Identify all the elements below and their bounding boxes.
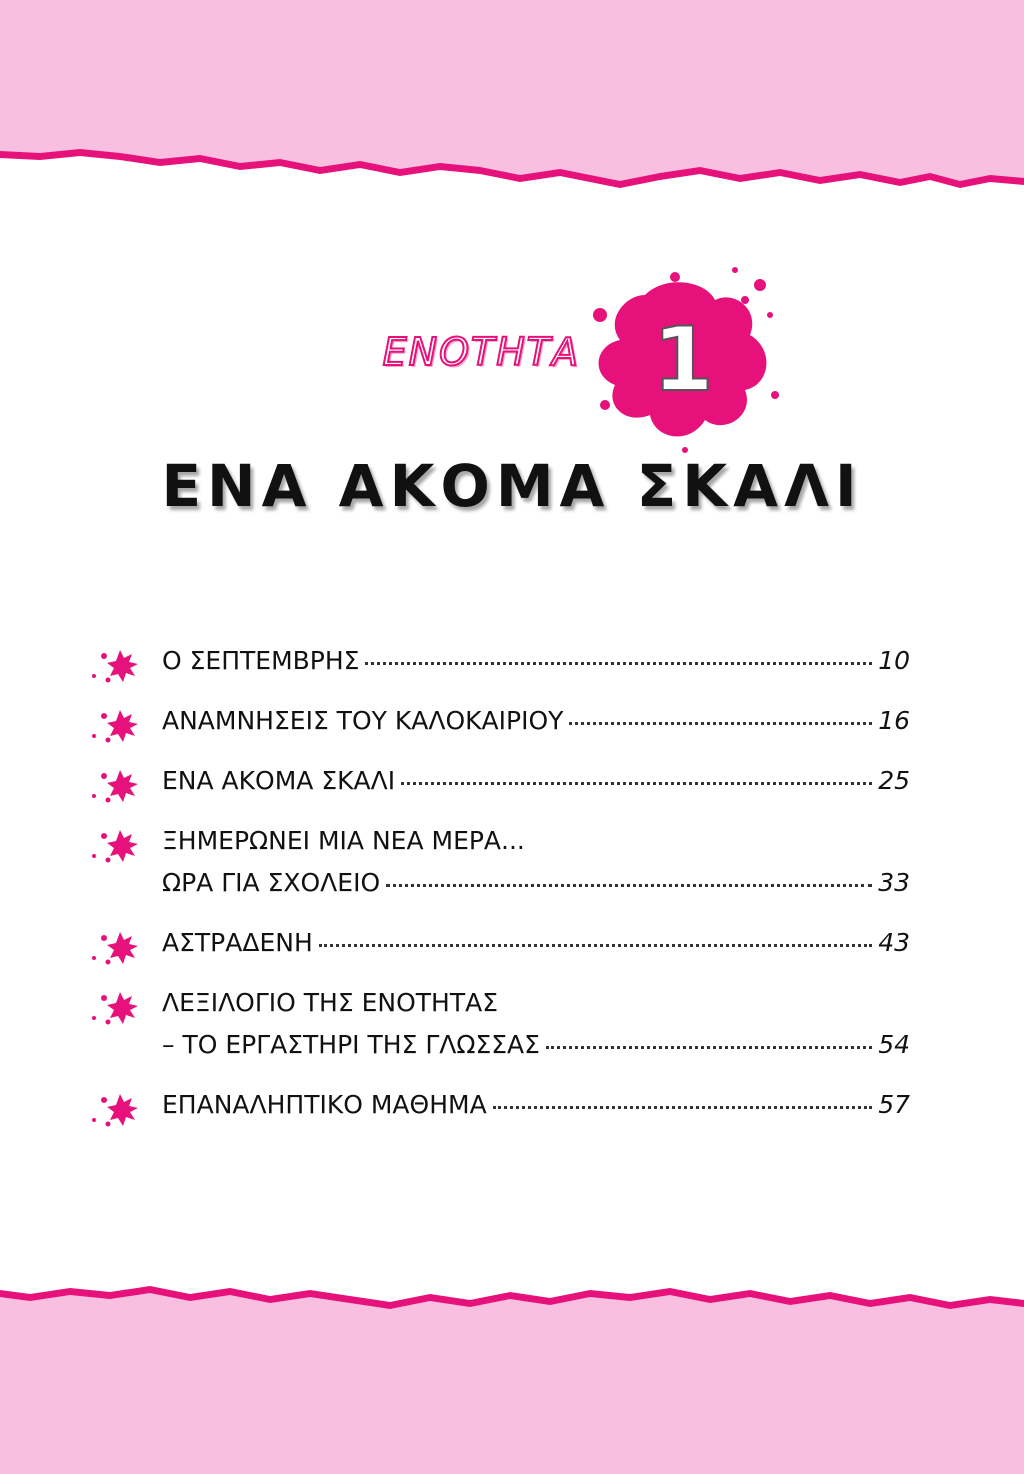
paint-splat-number-badge [575, 255, 785, 455]
toc-entry-line [90, 820, 910, 862]
toc-entry[interactable] [90, 1084, 910, 1126]
toc-entry-line [90, 760, 910, 802]
toc-entry[interactable] [90, 922, 910, 964]
toc-entry-line [90, 640, 910, 682]
toc-entry-line [90, 1084, 910, 1126]
toc-page-number: 16 [878, 706, 910, 735]
toc-page-number: 10 [878, 646, 910, 675]
toc-entry[interactable] [90, 700, 910, 742]
unit-number: 1 [652, 308, 714, 411]
toc-page-number: 43 [878, 928, 910, 957]
toc-entry[interactable] [90, 760, 910, 802]
table-of-contents [90, 640, 910, 1144]
paint-splat-bullet-icon [90, 826, 152, 866]
toc-page-number: 25 [878, 766, 910, 795]
dot-leader [569, 722, 872, 725]
dot-leader [365, 662, 872, 665]
toc-entry-title: ΩΡΑ ΓΙΑ ΣΧΟΛΕΙΟ [162, 868, 381, 897]
dot-leader [493, 1106, 873, 1109]
chapter-title: ΕΝΑ ΑΚΟΜΑ ΣΚΑΛΙ [161, 452, 863, 520]
toc-entry-line [90, 1024, 910, 1066]
torn-paper-top-band [0, 0, 1024, 200]
toc-entry-line [90, 922, 910, 964]
toc-entry[interactable] [90, 640, 910, 682]
toc-entry-title: Ο ΣΕΠΤΕΜΒΡΗΣ [162, 646, 360, 675]
dot-leader [319, 944, 872, 947]
paint-splat-bullet-icon [90, 766, 152, 806]
paint-splat-bullet-icon [90, 1090, 152, 1130]
toc-page-number: 57 [878, 1090, 910, 1119]
toc-page-number: 54 [878, 1030, 910, 1059]
toc-entry-title: ΕΝΑ ΑΚΟΜΑ ΣΚΑΛΙ [162, 766, 396, 795]
toc-entry-title: ΛΕΞΙΛΟΓΙΟ ΤΗΣ ΕΝΟΤΗΤΑΣ [162, 988, 498, 1017]
dot-leader [546, 1046, 872, 1049]
torn-paper-bottom-band [0, 1270, 1024, 1474]
paint-splat-bullet-icon [90, 646, 152, 686]
toc-entry-title: ΕΠΑΝΑΛΗΠΤΙΚΟ ΜΑΘΗΜΑ [162, 1090, 487, 1119]
toc-entry-line [90, 982, 910, 1024]
toc-entry-title: ΑΣΤΡΑΔΕΝΗ [162, 928, 313, 957]
paint-splat-bullet-icon [90, 706, 152, 746]
dot-leader [386, 884, 872, 887]
dot-leader [401, 782, 872, 785]
paint-splat-bullet-icon [90, 928, 152, 968]
toc-page-number: 33 [878, 868, 910, 897]
toc-entry-title: ΞΗΜΕΡΩΝΕΙ ΜΙΑ ΝΕΑ ΜΕΡΑ... [162, 826, 525, 855]
toc-entry[interactable] [90, 820, 910, 904]
paint-splat-bullet-icon [90, 988, 152, 1028]
toc-entry-line [90, 700, 910, 742]
toc-entry-line [90, 862, 910, 904]
toc-entry-title: ΑΝΑΜΝΗΣΕΙΣ ΤΟΥ ΚΑΛΟΚΑΙΡΙΟΥ [162, 706, 564, 735]
toc-entry-title: – ΤΟ ΕΡΓΑΣΤΗΡΙ ΤΗΣ ΓΛΩΣΣΑΣ [162, 1030, 540, 1059]
toc-entry[interactable] [90, 982, 910, 1066]
unit-label: ΕΝΟΤΗΤΑ [382, 330, 580, 374]
